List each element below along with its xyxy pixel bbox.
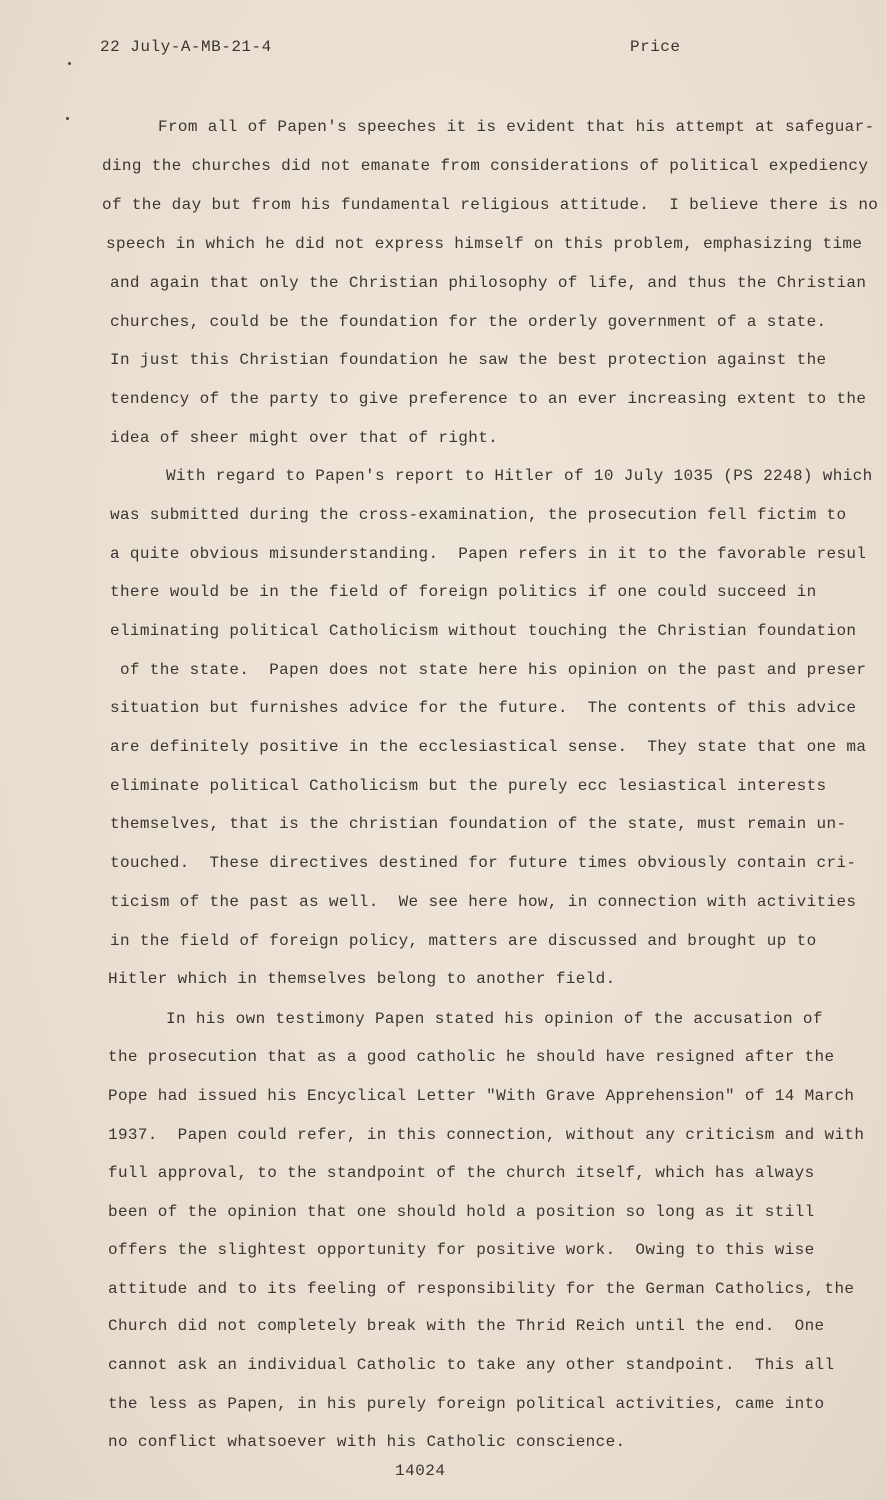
text-line: eliminating political Catholicism without touching the Christian foundation [110,622,857,640]
text-line: In his own testimony Papen stated his opinion of the accusation of [166,1010,823,1028]
text-line: of the state. Papen does not state here his opinion on the past and preser [110,661,867,679]
text-line: there would be in the field of foreign politics if one could succeed in [110,583,817,601]
stray-ink-mark [68,62,71,65]
text-line: the less as Papen, in his purely foreign political activities, came into [108,1395,825,1413]
text-line: tendency of the party to give preference to an ever increasing extent to the [110,390,867,408]
page-number: 14024 [395,1462,446,1480]
text-line: been of the opinion that one should hold a position so long as it still [108,1203,815,1221]
text-line: Pope had issued his Encyclical Letter "With Grave Apprehension" of 14 March [108,1087,855,1105]
text-line: attitude and to its feeling of responsibility for the German Catholics, the [108,1280,855,1298]
text-line: Church did not completely break with the Thrid Reich until the end. One [108,1317,825,1335]
text-line: eliminate political Catholicism but the purely ecc lesiastical interests [110,777,827,795]
text-line: cannot ask an individual Catholic to take any other standpoint. This all [108,1356,835,1374]
text-line: From all of Papen's speeches it is evident that his attempt at safeguar- [158,118,875,136]
text-line: a quite obvious misunderstanding. Papen refers in it to the favorable resul [110,545,867,563]
text-line: full approval, to the standpoint of the church itself, which has always [108,1164,815,1182]
text-line: In just this Christian foundation he saw the best protection against the [110,351,827,369]
text-line: ding the churches did not emanate from considerations of political expediency [102,157,869,175]
text-line: touched. These directives destined for future times obviously contain cri- [110,854,857,872]
text-line: and again that only the Christian philosophy of life, and thus the Christian [110,274,867,292]
text-line: 1937. Papen could refer, in this connection, without any criticism and with [108,1126,865,1144]
stray-ink-mark [66,117,69,120]
text-line: offers the slightest opportunity for positive work. Owing to this wise [108,1241,815,1259]
text-line: situation but furnishes advice for the future. The contents of this advice [110,699,857,717]
text-line: churches, could be the foundation for the orderly government of a state. [110,313,827,331]
text-line: in the field of foreign policy, matters are discussed and brought up to [110,932,817,950]
speaker-name: Price [630,38,681,56]
text-line: the prosecution that as a good catholic he should have resigned after the [108,1048,835,1066]
text-line: idea of sheer might over that of right. [110,429,499,447]
text-line: With regard to Papen's report to Hitler of 10 July 1035 (PS 2248) which [166,467,873,485]
text-line: themselves, that is the christian foundation of the state, must remain un- [110,815,847,833]
text-line: are definitely positive in the ecclesiastical sense. They state that one ma [110,738,867,756]
text-line: was submitted during the cross-examination, the prosecution fell fictim to [110,506,847,524]
text-line: ticism of the past as well. We see here how, in connection with activities [110,893,857,911]
transcript-reference: 22 July-A-MB-21-4 [100,38,272,56]
text-line: no conflict whatsoever with his Catholic conscience. [108,1433,626,1451]
text-line: speech in which he did not express himself on this problem, emphasizing time [106,235,863,253]
text-line: Hitler which in themselves belong to another field. [108,970,616,988]
text-line: of the day but from his fundamental religious attitude. I believe there is no [102,196,879,214]
